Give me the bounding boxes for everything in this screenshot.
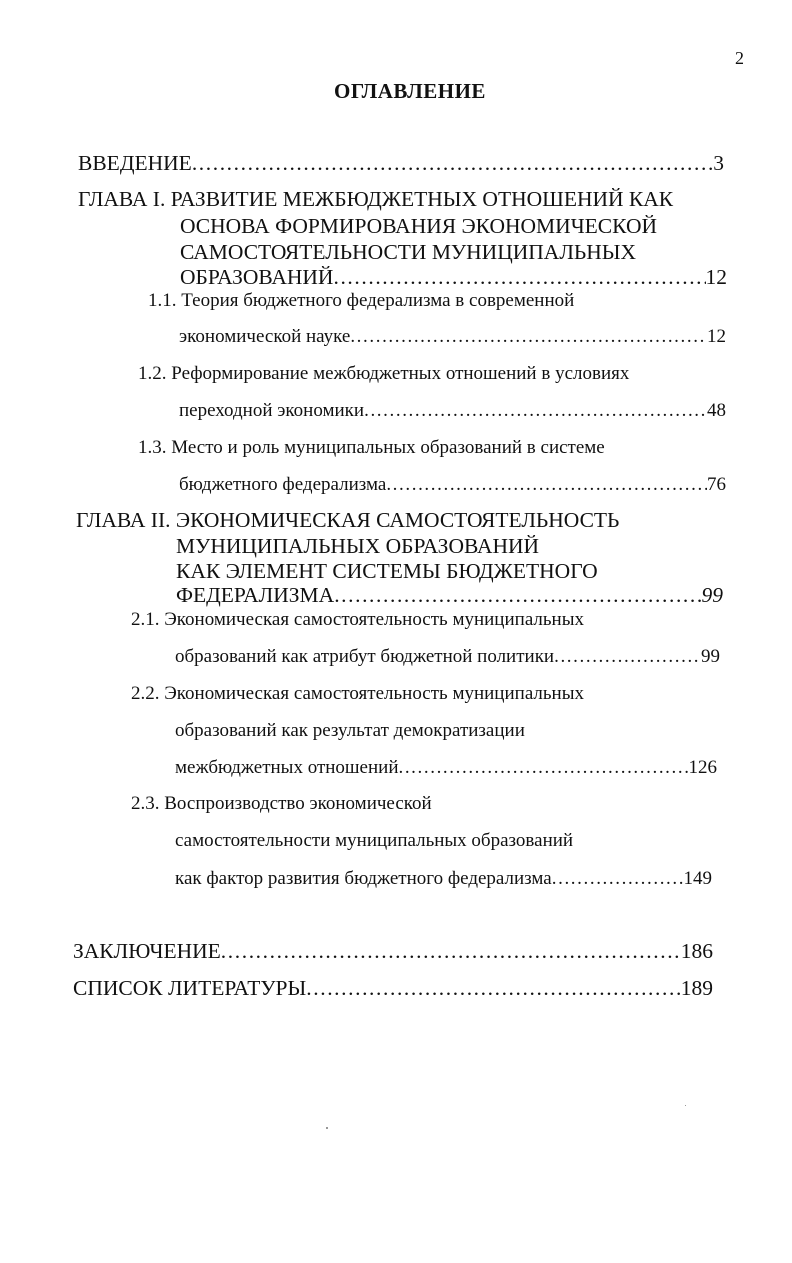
- toc-page-number: 186: [680, 939, 713, 963]
- chapter-1-title-line-3[interactable]: САМОСТОЯТЕЛЬНОСТИ МУНИЦИПАЛЬНЫХ: [180, 240, 637, 264]
- chapter-2-title-line-2[interactable]: МУНИЦИПАЛЬНЫХ ОБРАЗОВАНИЙ: [176, 534, 540, 558]
- section-2-3-line-2[interactable]: самостоятельности муниципальных образований: [175, 830, 574, 851]
- section-1-2-line-1[interactable]: 1.2. Реформирование межбюджетных отношений в условиях: [138, 363, 630, 384]
- toc-page-number: 99: [701, 646, 720, 667]
- toc-entry-section-1-1[interactable]: [179, 327, 726, 346]
- dot-leader: [398, 758, 688, 777]
- toc-page-number: 48: [707, 400, 726, 421]
- toc-page-number: 3: [713, 151, 724, 175]
- section-1-3-line-1[interactable]: 1.3. Место и роль муниципальных образований в системе: [138, 437, 605, 458]
- toc-entry-section-2-2[interactable]: [175, 758, 717, 777]
- toc-entry-label: СПИСОК ЛИТЕРАТУРЫ: [73, 976, 307, 1000]
- dot-leader: [554, 647, 701, 666]
- toc-entry-label: ЗАКЛЮЧЕНИЕ: [73, 939, 221, 963]
- toc-entry-label: переходной экономики: [179, 400, 365, 421]
- toc-entry-label: бюджетного федерализма: [179, 474, 387, 495]
- section-2-2-line-1[interactable]: 2.2. Экономическая самостоятельность муниципальных: [131, 683, 584, 704]
- toc-entry-label: экономической науке: [179, 326, 351, 347]
- toc-entry-chapter-2[interactable]: [176, 585, 723, 607]
- dot-leader: [192, 153, 713, 175]
- dot-leader: [350, 327, 707, 346]
- toc-entry-references[interactable]: [73, 978, 713, 1000]
- toc-page-number: 12: [705, 265, 727, 289]
- toc-entry-label: образований как атрибут бюджетной политики: [175, 646, 555, 667]
- toc-page-number: 149: [683, 868, 712, 889]
- toc-page-number: 12: [707, 326, 726, 347]
- dot-leader: [306, 978, 680, 1000]
- toc-page-number: 126: [688, 757, 717, 778]
- toc-entry-section-1-2[interactable]: [179, 401, 726, 420]
- toc-entry-label: межбюджетных отношений: [175, 757, 399, 778]
- dot-leader: [334, 585, 701, 607]
- section-2-3-line-1[interactable]: 2.3. Воспроизводство экономической: [131, 793, 432, 814]
- toc-entry-chapter-1[interactable]: [180, 267, 727, 289]
- toc-page-number: 99: [701, 583, 723, 607]
- scan-speck: [326, 1127, 328, 1129]
- chapter-2-title-line-1[interactable]: ГЛАВА II. ЭКОНОМИЧЕСКАЯ САМОСТОЯТЕЛЬНОСТЬ: [76, 508, 620, 532]
- section-2-1-line-1[interactable]: 2.1. Экономическая самостоятельность муниципальных: [131, 609, 584, 630]
- toc-entry-label: ВВЕДЕНИЕ: [78, 151, 192, 175]
- dot-leader: [221, 941, 681, 963]
- chapter-1-title-line-1[interactable]: ГЛАВА I. РАЗВИТИЕ МЕЖБЮДЖЕТНЫХ ОТНОШЕНИЙ КАК: [78, 187, 674, 211]
- toc-entry-label: ФЕДЕРАЛИЗМА: [176, 583, 335, 607]
- dot-leader: [552, 869, 684, 888]
- dot-leader: [333, 267, 705, 289]
- toc-page-number: 189: [680, 976, 713, 1000]
- scan-speck: [685, 1105, 686, 1106]
- toc-page-number: 76: [707, 474, 726, 495]
- section-2-2-line-2[interactable]: образований как результат демократизации: [175, 720, 525, 741]
- toc-entry-label: ОБРАЗОВАНИЙ: [180, 265, 334, 289]
- page-title: ОГЛАВЛЕНИЕ: [334, 79, 486, 103]
- toc-entry-label: как фактор развития бюджетного федерализма: [175, 868, 552, 889]
- page-number: 2: [735, 48, 744, 68]
- dot-leader: [386, 475, 707, 494]
- toc-entry-intro[interactable]: [78, 153, 724, 175]
- dot-leader: [364, 401, 707, 420]
- toc-entry-conclusion[interactable]: [73, 941, 713, 963]
- toc-entry-section-2-1[interactable]: [175, 647, 720, 666]
- toc-entry-section-1-3[interactable]: [179, 475, 726, 494]
- chapter-1-title-line-2[interactable]: ОСНОВА ФОРМИРОВАНИЯ ЭКОНОМИЧЕСКОЙ: [180, 214, 657, 238]
- toc-entry-section-2-3[interactable]: [175, 869, 712, 888]
- chapter-2-title-line-3[interactable]: КАК ЭЛЕМЕНТ СИСТЕМЫ БЮДЖЕТНОГО: [176, 559, 598, 583]
- section-1-1-line-1[interactable]: 1.1. Теория бюджетного федерализма в современной: [148, 290, 575, 311]
